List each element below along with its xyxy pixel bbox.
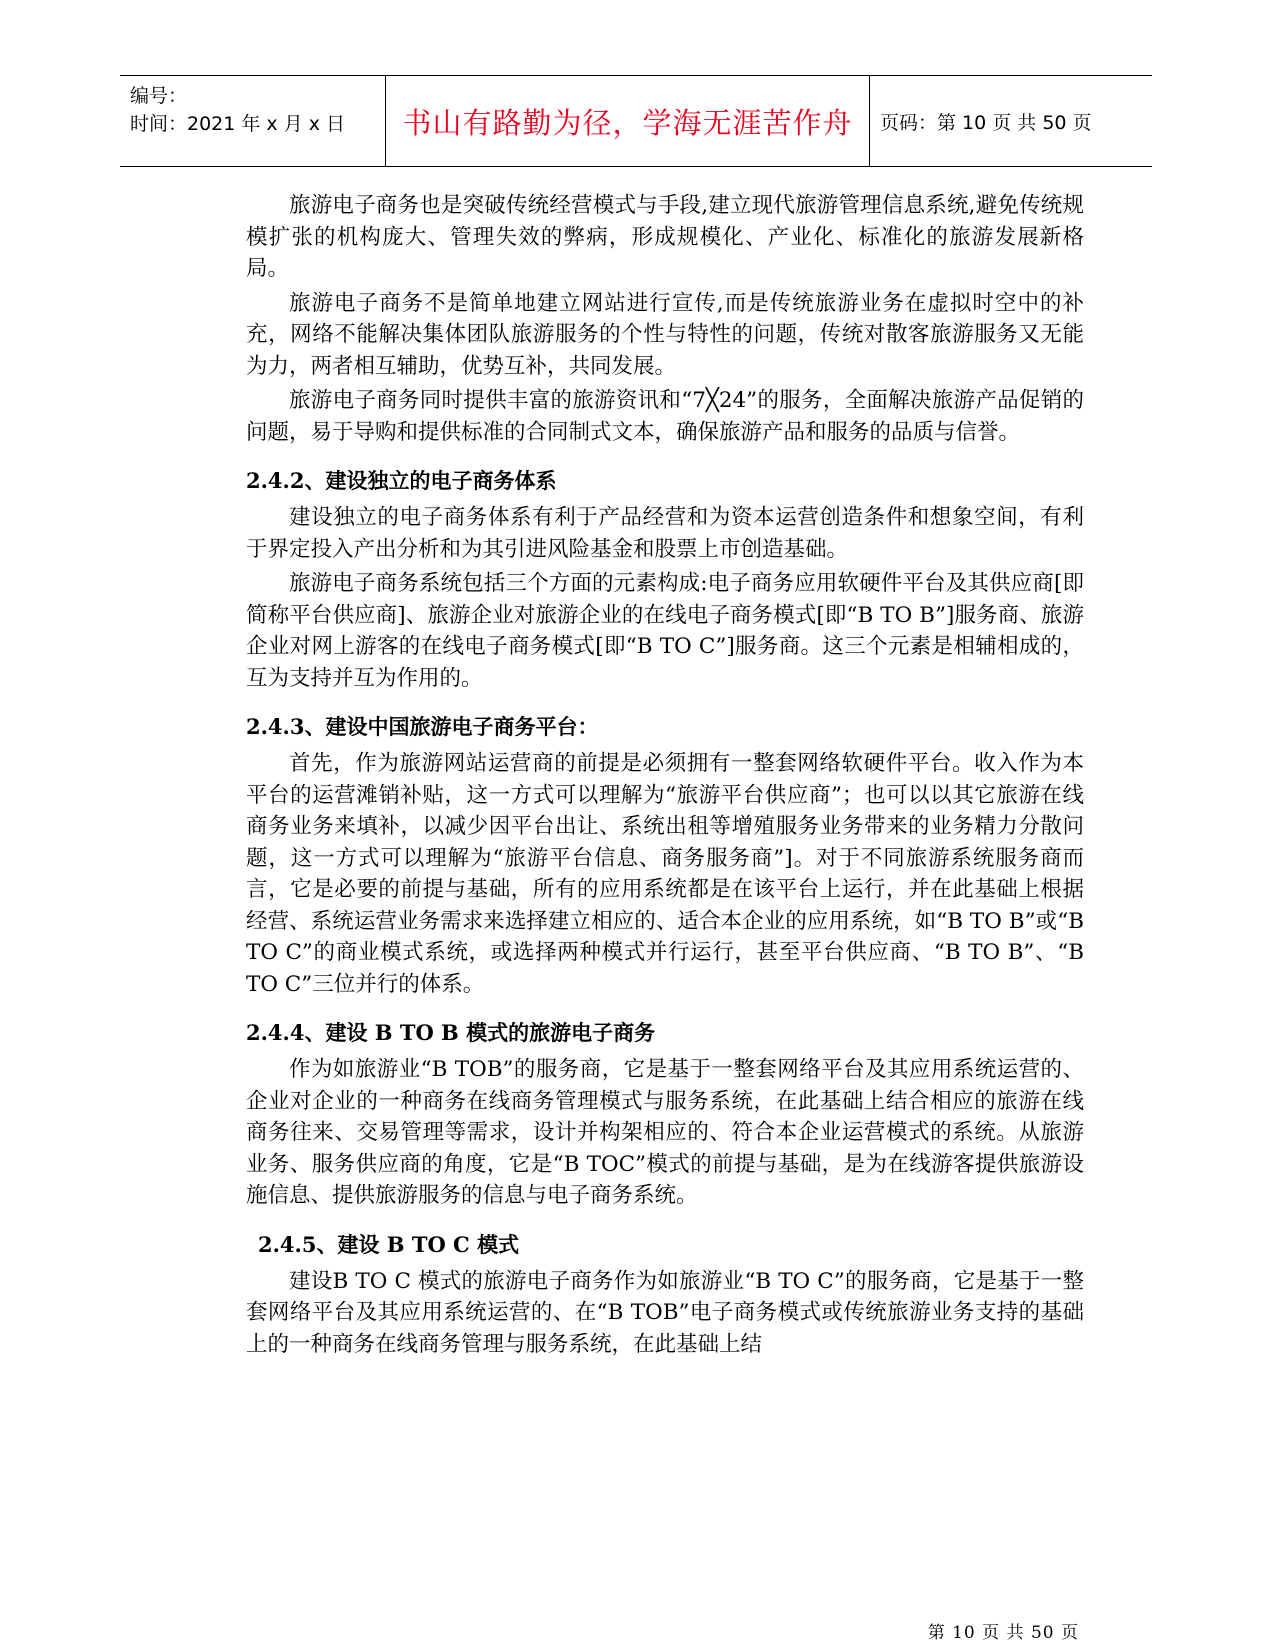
- section-heading: 2.4.2、建设独立的电子商务体系: [246, 468, 557, 493]
- paragraph: 旅游电子商务也是突破传统经营模式与手段,建立现代旅游管理信息系统,避免传统规模扩张的机构庞大、管理失效的弊病，形成规模化、产业化、标准化的旅游发展新格局。: [246, 193, 1084, 281]
- paragraph: 旅游电子商务不是简单地建立网站进行宣传,而是传统旅游业务在虚拟时空中的补充，网络不能解决集体团队旅游服务的个性与特性的问题，传统对散客旅游服务又无能为力，两者相互辅助，优势互补，共同发展。: [246, 290, 1084, 379]
- header-meta: [120, 76, 385, 166]
- page-header: [120, 75, 1152, 167]
- paragraph: 首先，作为旅游网站运营商的前提是必须拥有一整套网络软硬件平台。收入作为本平台的运营滩销补贴，这一方式可以理解为“旅游平台供应商”；也可以以其它旅游在线商务业务来填补，以减少因平台出让、系统出租等增殖服务业务带来的业务精力分散问题，这一方式可以理解为“旅游平台信息、商务服务商”]。对于不同旅游系统服务商而言，它是必要的前提与基础，所有的应用系统都是在该平台上运行，并在此基础上根据经营、系统运营业务需求来选择建立相应的、适合本企业的应用系统，如“B TO B”或“B TO C”的商业模式系统，或选择两种模式并行运行，甚至平台供应商、“B TO B”、“B TO C”三位并行的体系。: [246, 751, 1084, 997]
- paragraph: 旅游电子商务系统包括三个方面的元素构成:电子商务应用软硬件平台及其供应商[即简称平台供应商]、旅游企业对旅游企业的在线电子商务模式[即“B TO B”]服务商、旅游企业对网上游客的在线电子商务模式[即“B TO C”]服务商。这三个元素是相辅相成的，互为支持并互为作用的。: [246, 571, 1084, 691]
- date-label: 时间：2021 年 x 月 x 日: [130, 113, 346, 135]
- paragraph: 建设B TO C 模式的旅游电子商务作为如旅游业“B TO C”的服务商，它是基于一整套网络平台及其应用系统运营的、在“B TOB”电子商务模式或传统旅游业务支持的基础上的一种商务在线商务管理与服务系统，在此基础上结: [246, 1268, 1084, 1357]
- section-heading: 2.4.4、建设 B TO B 模式的旅游电子商务: [246, 1020, 656, 1045]
- document-body: [246, 190, 1084, 1363]
- paragraph: 作为如旅游业“B TOB”的服务商，它是基于一整套网络平台及其应用系统运营的、企业对企业的一种商务在线商务管理模式与服务系统，在此基础上结合相应的旅游在线商务往来、交易管理等需求，设计并构架相应的、符合本企业运营模式的系统。从旅游业务、服务供应商的角度，它是“B TOC”模式的前提与基础，是为在线游客提供旅游设施信息、提供旅游服务的信息与电子商务系统。: [246, 1057, 1084, 1208]
- motto-text: 书山有路勤为径，学海无涯苦作舟: [402, 105, 853, 140]
- header-page-cell: [870, 76, 1152, 166]
- doc-number-label: 编号：: [130, 85, 188, 107]
- page-number-label: 页码：第 10 页 共 50 页: [880, 111, 1092, 134]
- header-motto-cell: [385, 76, 870, 166]
- paragraph: 建设独立的电子商务体系有利于产品经营和为资本运营创造条件和想象空间，有利于界定投入产出分析和为其引进风险基金和股票上市创造基础。: [246, 505, 1084, 562]
- section-heading: 2.4.3、建设中国旅游电子商务平台：: [246, 714, 599, 739]
- paragraph: 旅游电子商务同时提供丰富的旅游资讯和“7╳24”的服务，全面解决旅游产品促销的问题，易于导购和提供标准的合同制式文本，确保旅游产品和服务的品质与信誉。: [246, 388, 1084, 445]
- section-heading: 2.4.5、建设 B TO C 模式: [258, 1231, 520, 1257]
- page-footer: 第 10 页 共 50 页: [927, 1623, 1079, 1643]
